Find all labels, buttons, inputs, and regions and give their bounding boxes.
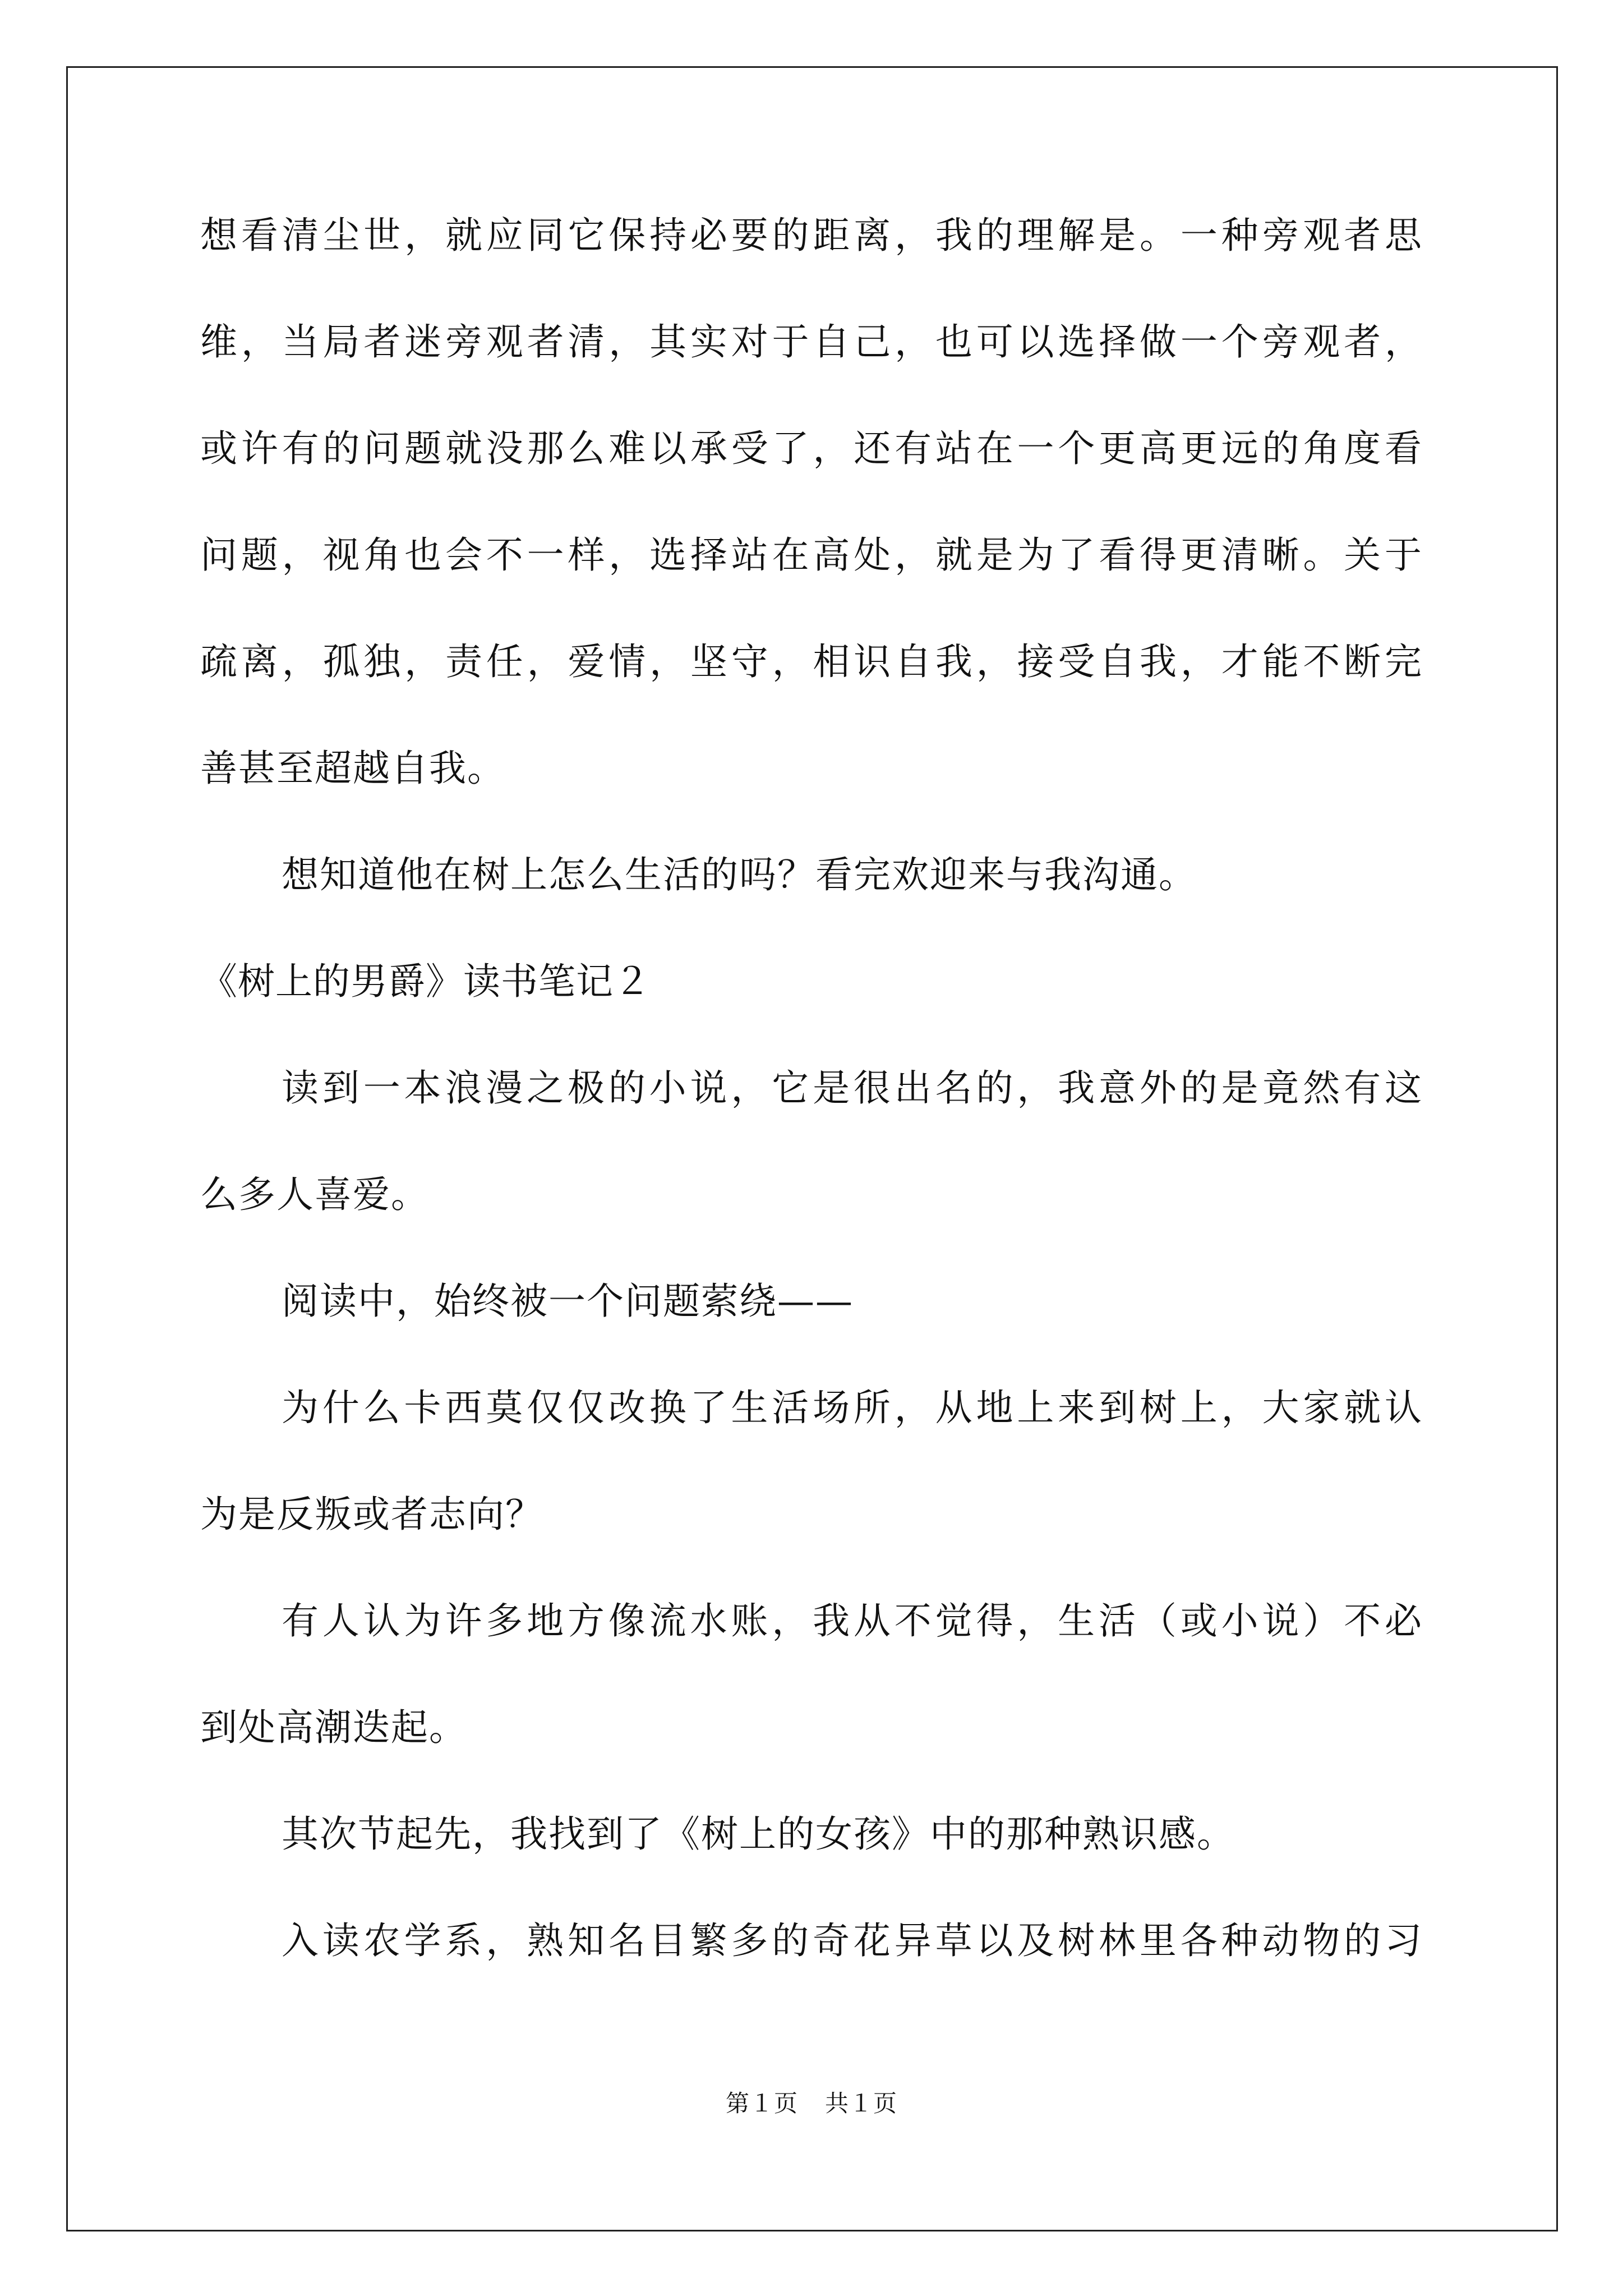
paragraph-line: 问题，视角也会不一样，选择站在高处，就是为了看得更清晰。关于 — [200, 533, 1423, 577]
paragraph-line: 疏离，孤独，责任，爱情，坚守，相识自我，接受自我，才能不断完 — [200, 640, 1423, 683]
section-heading: 《树上的男爵》读书笔记２ — [200, 960, 651, 1003]
paragraph-line: 么多人喜爱。 — [200, 1173, 429, 1216]
page-total: 共１页 — [825, 2090, 898, 2117]
paragraph-line: 想看清尘世，就应同它保持必要的距离，我的理解是。一种旁观者思 — [200, 214, 1423, 257]
paragraph-line: 其次节起先，我找到了《树上的女孩》中的那种熟识感。 — [282, 1812, 1235, 1856]
page-border — [66, 66, 1558, 2231]
paragraph-line: 有人认为许多地方像流水账，我从不觉得，生活（或小说）不必 — [282, 1599, 1423, 1642]
paragraph-line: 入读农学系，熟知名目繁多的奇花异草以及树林里各种动物的习 — [282, 1919, 1423, 1962]
paragraph-line: 或许有的问题就没那么难以承受了，还有站在一个更高更远的角度看 — [200, 427, 1423, 470]
paragraph-line: 想知道他在树上怎么生活的吗？看完欢迎来与我沟通。 — [282, 853, 1197, 896]
page-footer — [0, 2090, 1623, 2118]
paragraph-line: 到处高潮迭起。 — [200, 1706, 467, 1749]
paragraph-line: 善甚至超越自我。 — [200, 747, 505, 790]
page-number: 第１页 — [725, 2090, 798, 2117]
paragraph-line: 读到一本浪漫之极的小说，它是很出名的，我意外的是竟然有这 — [282, 1066, 1423, 1110]
paragraph-line: 为是反叛或者志向？ — [200, 1493, 543, 1536]
paragraph-line: 维，当局者迷旁观者清，其实对于自己，也可以选择做一个旁观者， — [200, 320, 1423, 364]
paragraph-line: 为什么卡西莫仅仅改换了生活场所，从地上来到树上，大家就认 — [282, 1386, 1423, 1429]
paragraph-line: 阅读中，始终被一个问题萦绕—— — [282, 1280, 854, 1323]
